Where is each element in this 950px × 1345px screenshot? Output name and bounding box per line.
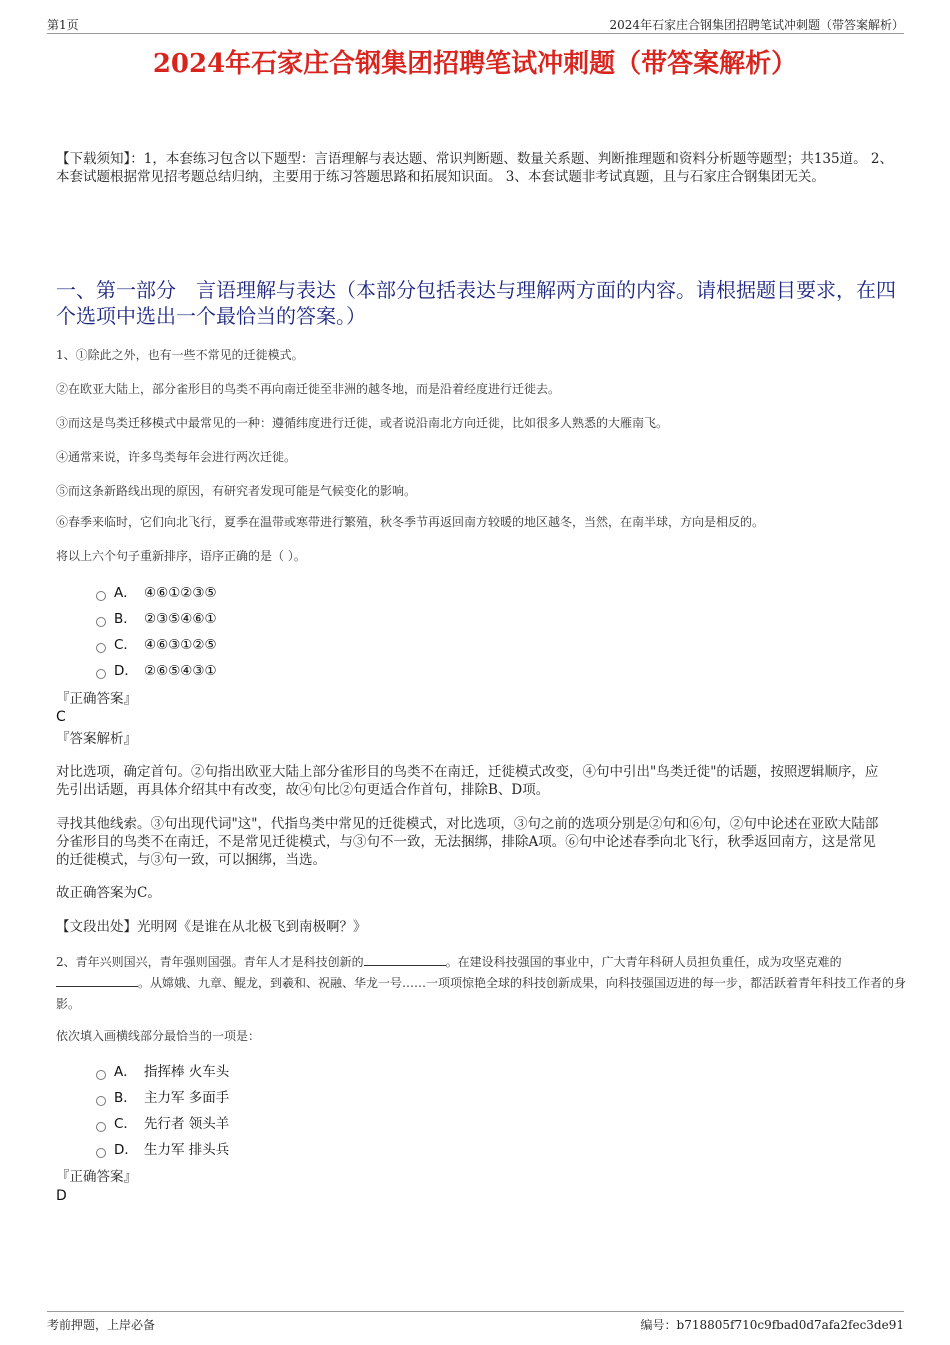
q2-option-c[interactable]: C． 先行者 领头羊 — [96, 1111, 229, 1137]
q1-option-d[interactable]: D． ②⑥⑤④③① — [96, 658, 217, 684]
q1-sentence-4: ④通常来说，许多鸟类每年会进行两次迁徙。 — [56, 450, 297, 464]
radio-button[interactable] — [96, 617, 106, 627]
fill-blank — [56, 975, 138, 987]
q2-option-d[interactable]: D． 生力军 排头兵 — [96, 1137, 229, 1163]
radio-button[interactable] — [96, 591, 106, 601]
q1-sentence-3: ③而这是鸟类迁移模式中最常见的一种：遵循纬度进行迁徙，或者说沿南北方向迁徙，比如很多人熟悉的大雁南飞。 — [56, 416, 669, 430]
q2-prompt: 依次填入画横线部分最恰当的一项是： — [56, 1029, 261, 1043]
q2-option-a[interactable]: A． 指挥棒 火车头 — [96, 1059, 229, 1085]
radio-button[interactable] — [96, 1148, 106, 1158]
q1-option-c[interactable]: C． ④⑥③①②⑤ — [96, 632, 217, 658]
q2-options — [96, 1059, 229, 1163]
document-title: 2024年石家庄合钢集团招聘笔试冲刺题（带答案解析） — [152, 49, 798, 79]
q1-analysis-1: 对比选项，确定首句。②句指出欧亚大陆上部分雀形目的鸟类不在南迁，迁徙模式改变，④句中引出"鸟类迁徙"的话题，按照逻辑顺序，应先引出话题，再具体介绍其中有改变，故④句比②句更适合作首句，排除B、D项。 — [56, 764, 879, 798]
q1-sentence-6: ⑥春季来临时，它们向北飞行，夏季在温带或寒带进行繁殖，秋冬季节再返回南方较暖的地区越冬，当然，在南半球，方向是相反的。 — [56, 515, 765, 529]
section-heading: 一、第一部分 言语理解与表达（本部分包括表达与理解两方面的内容。请根据题目要求，在四个选项中选出一个最恰当的答案。） — [56, 278, 896, 328]
q2-option-b[interactable]: B． 主力军 多面手 — [96, 1085, 229, 1111]
radio-button[interactable] — [96, 669, 106, 679]
q2-correct-label: 『正确答案』 — [56, 1169, 137, 1185]
q1-prompt: 将以上六个句子重新排序，语序正确的是（ ）。 — [56, 549, 306, 563]
q2-correct-answer: D — [56, 1188, 67, 1204]
q1-analysis-2: 寻找其他线索。③句出现代词"这"，代指鸟类中常见的迁徙模式，对比选项，③句之前的选项分别是②句和⑥句，②句中论述在亚欧大陆部分雀形目的鸟类不在南迁，不是常见迁徙模式，与③句不一致，无法捆绑，排除A项。⑥句中论述春季向北飞行，秋季返回南方，这是常见的迁徙模式，与③句一致，可以捆绑，当选。 — [56, 816, 879, 868]
radio-button[interactable] — [96, 1122, 106, 1132]
q1-sentence-1: 1、①除此之外，也有一些不常见的迁徙模式。 — [56, 348, 304, 362]
q1-correct-label: 『正确答案』 — [56, 691, 137, 707]
q1-source: 【文段出处】光明网《是谁在从北极飞到南极啊？》 — [56, 919, 367, 935]
download-notice: 【下载须知】：1，本套练习包含以下题型：言语理解与表达题、常识判断题、数量关系题、判断推理题和资料分析题等题型；共135道。 2、本套试题根据常见招考题总结归纳，主要用于练习答题思路和拓展知识面。 3、本套试题非考试真题，且与石家庄合钢集团无关。 — [56, 151, 893, 185]
radio-button[interactable] — [96, 1070, 106, 1080]
header-doc-title: 2024年石家庄合钢集团招聘笔试冲刺题（带答案解析） — [609, 18, 904, 32]
q1-options — [96, 580, 217, 684]
q2-stem: 2、青年兴则国兴，青年强则国强。青年人才是科技创新的 。在建设科技强国的事业中，广大青年科研人员担负重任，成为攻坚克难的。从嫦娥、九章、鲲龙，到羲和、祝融、华龙一号……一项项惊艳全球的科技创新成果，向科技强国迈进的每一步，都活跃着青年科技工作者的身影。 — [56, 955, 907, 1011]
fill-blank — [364, 954, 446, 966]
footer-doc-id: 编号：b718805f710c9fbad0d7afa2fec3de91 — [640, 1318, 904, 1332]
radio-button[interactable] — [96, 643, 106, 653]
q1-option-a[interactable]: A． ④⑥①②③⑤ — [96, 580, 217, 606]
page-number: 第1页 — [47, 18, 79, 32]
q1-sentence-5: ⑤而这条新路线出现的原因，有研究者发现可能是气候变化的影响。 — [56, 484, 417, 498]
q1-correct-answer: C — [56, 709, 66, 725]
q1-analysis-3: 故正确答案为C。 — [56, 885, 161, 901]
footer-slogan: 考前押题，上岸必备 — [47, 1318, 156, 1332]
page-header — [47, 14, 904, 34]
radio-button[interactable] — [96, 1096, 106, 1106]
q1-option-b[interactable]: B． ②③⑤④⑥① — [96, 606, 217, 632]
page-footer — [47, 1311, 904, 1332]
q1-sentence-2: ②在欧亚大陆上，部分雀形目的鸟类不再向南迁徙至非洲的越冬地，而是沿着经度进行迁徙去。 — [56, 382, 561, 396]
q1-analysis-label: 『答案解析』 — [56, 731, 137, 747]
